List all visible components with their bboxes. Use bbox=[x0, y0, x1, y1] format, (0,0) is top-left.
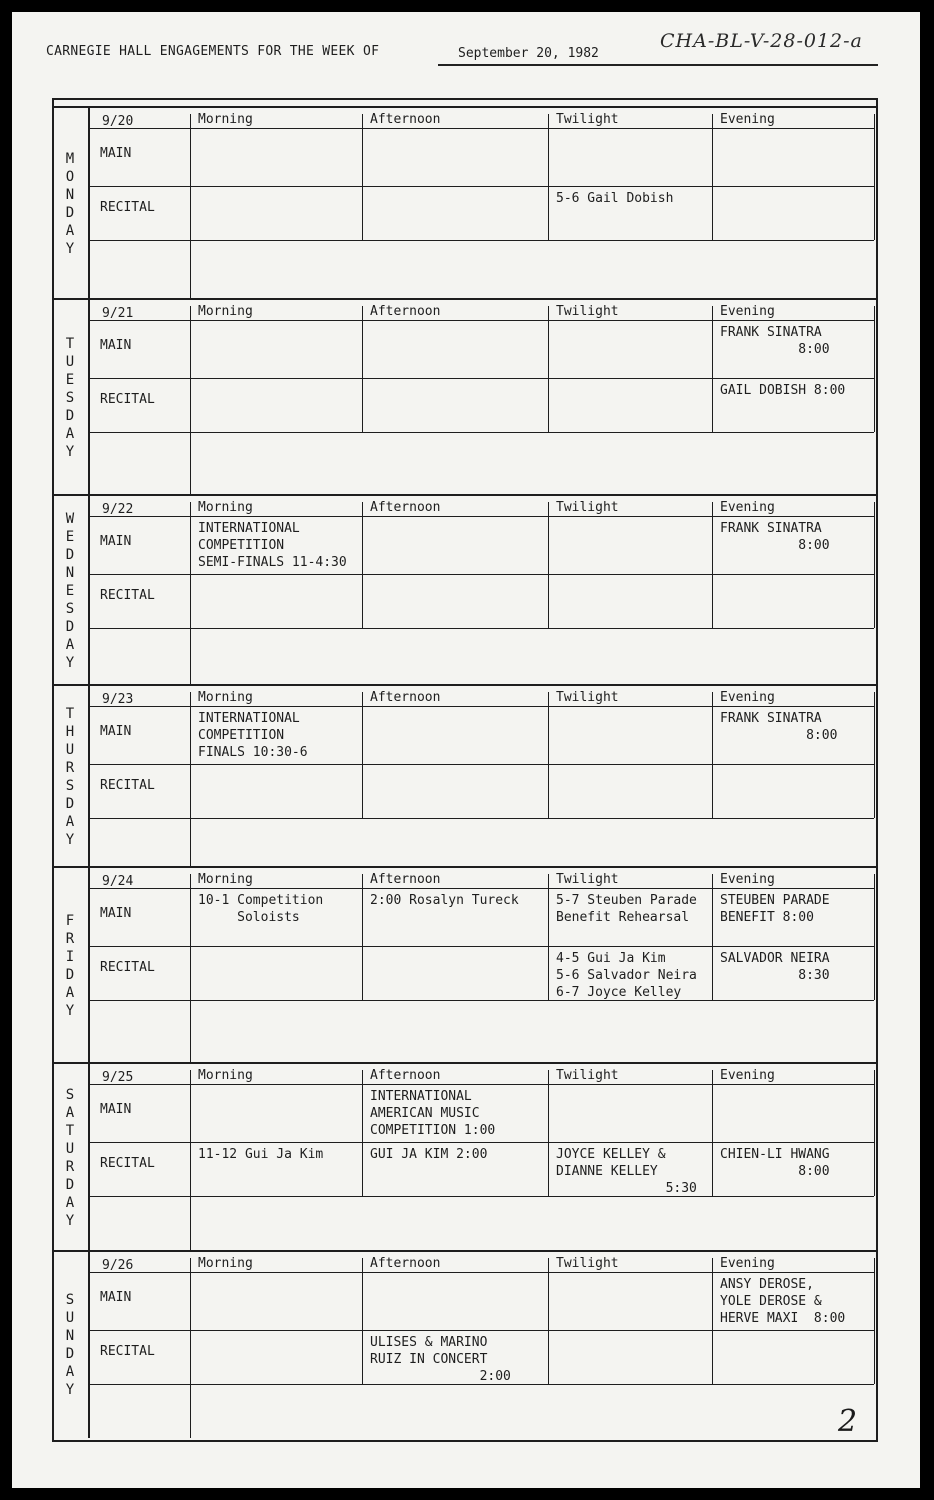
column-header-afternoon: Afternoon bbox=[370, 1068, 441, 1083]
day-name-letter: R bbox=[65, 931, 75, 947]
column-divider bbox=[548, 306, 549, 432]
day-date: 9/26 bbox=[102, 1258, 134, 1273]
header-row-rule bbox=[88, 706, 874, 707]
header-row-rule bbox=[88, 1084, 874, 1085]
recital-row-rule bbox=[88, 628, 874, 629]
day-block-thursday bbox=[52, 684, 878, 868]
cell-main-afternoon: 2:00 Rosalyn Tureck bbox=[370, 893, 519, 908]
day-name-letter: D bbox=[65, 1177, 75, 1193]
recital-row-rule bbox=[88, 1196, 874, 1197]
column-header-twilight: Twilight bbox=[556, 500, 619, 515]
recital-row-rule bbox=[88, 818, 874, 819]
column-header-morning: Morning bbox=[198, 872, 253, 887]
day-name-letter: A bbox=[65, 426, 75, 442]
row-label-recital: RECITAL bbox=[100, 1156, 155, 1171]
evening-right-edge bbox=[874, 1070, 875, 1196]
cell-recital-afternoon: ULISES & MARINO RUIZ IN CONCERT 2:00 bbox=[370, 1335, 511, 1384]
column-divider bbox=[712, 874, 713, 1000]
column-header-afternoon: Afternoon bbox=[370, 304, 441, 319]
day-name-letter: N bbox=[65, 565, 75, 581]
day-name-divider bbox=[88, 108, 90, 300]
column-divider bbox=[362, 502, 363, 628]
day-name-divider bbox=[88, 1252, 90, 1438]
cell-recital-evening: GAIL DOBISH 8:00 bbox=[720, 383, 846, 398]
column-divider bbox=[362, 692, 363, 818]
day-name-letter: Y bbox=[65, 444, 75, 460]
day-name-letter: D bbox=[65, 205, 75, 221]
day-name-letter: S bbox=[65, 1292, 75, 1308]
day-name-letter: M bbox=[65, 151, 75, 167]
column-header-evening: Evening bbox=[720, 1068, 775, 1083]
day-name-letter: Y bbox=[65, 832, 75, 848]
row-label-recital: RECITAL bbox=[100, 960, 155, 975]
column-header-evening: Evening bbox=[720, 690, 775, 705]
column-divider bbox=[190, 1070, 191, 1252]
cell-main-afternoon: INTERNATIONAL AMERICAN MUSIC COMPETITION 1:00 bbox=[370, 1089, 496, 1138]
column-divider bbox=[712, 1070, 713, 1196]
column-header-morning: Morning bbox=[198, 500, 253, 515]
day-name-letter: S bbox=[65, 390, 75, 406]
day-block-wednesday bbox=[52, 494, 878, 686]
column-divider bbox=[712, 692, 713, 818]
main-row-rule bbox=[88, 1142, 874, 1143]
evening-right-edge bbox=[874, 502, 875, 628]
day-name-letter: D bbox=[65, 796, 75, 812]
cell-recital-twilight: JOYCE KELLEY & DIANNE KELLEY 5:30 bbox=[556, 1147, 697, 1196]
header-row-rule bbox=[88, 888, 874, 889]
column-divider bbox=[190, 692, 191, 868]
day-block-monday bbox=[52, 106, 878, 300]
recital-row-rule bbox=[88, 432, 874, 433]
column-divider bbox=[548, 114, 549, 240]
column-header-afternoon: Afternoon bbox=[370, 112, 441, 127]
day-name-letter: I bbox=[65, 949, 75, 965]
header-row-rule bbox=[88, 516, 874, 517]
evening-right-edge bbox=[874, 874, 875, 1000]
column-divider bbox=[190, 306, 191, 496]
column-header-afternoon: Afternoon bbox=[370, 1256, 441, 1271]
row-label-main: MAIN bbox=[100, 1290, 132, 1305]
column-header-morning: Morning bbox=[198, 1068, 253, 1083]
day-name-divider bbox=[88, 300, 90, 496]
row-label-main: MAIN bbox=[100, 146, 132, 161]
cell-main-evening: FRANK SINATRA 8:00 bbox=[720, 711, 838, 743]
column-header-morning: Morning bbox=[198, 690, 253, 705]
recital-row-rule bbox=[88, 240, 874, 241]
column-header-evening: Evening bbox=[720, 872, 775, 887]
column-divider bbox=[362, 874, 363, 1000]
column-header-morning: Morning bbox=[198, 1256, 253, 1271]
cell-main-evening: FRANK SINATRA 8:00 bbox=[720, 325, 830, 357]
row-label-main: MAIN bbox=[100, 338, 132, 353]
day-name bbox=[52, 150, 88, 258]
cell-recital-afternoon: GUI JA KIM 2:00 bbox=[370, 1147, 488, 1162]
day-name-letter: A bbox=[65, 1364, 75, 1380]
day-name-letter: A bbox=[65, 223, 75, 239]
cell-main-morning: INTERNATIONAL COMPETITION SEMI-FINALS 11-4:30 bbox=[198, 521, 347, 570]
day-name-letter: Y bbox=[65, 1382, 75, 1398]
row-label-recital: RECITAL bbox=[100, 778, 155, 793]
day-name-letter: S bbox=[65, 1087, 75, 1103]
day-name-divider bbox=[88, 686, 90, 868]
main-row-rule bbox=[88, 946, 874, 947]
day-name-letter: S bbox=[65, 601, 75, 617]
column-divider bbox=[712, 502, 713, 628]
column-divider bbox=[548, 692, 549, 818]
day-name-letter: U bbox=[65, 354, 75, 370]
evening-right-edge bbox=[874, 1258, 875, 1384]
column-header-afternoon: Afternoon bbox=[370, 500, 441, 515]
day-name-letter: Y bbox=[65, 241, 75, 257]
column-divider bbox=[362, 306, 363, 432]
row-label-recital: RECITAL bbox=[100, 200, 155, 215]
column-header-morning: Morning bbox=[198, 112, 253, 127]
day-name bbox=[52, 335, 88, 461]
day-name-letter: U bbox=[65, 742, 75, 758]
cell-main-evening: ANSY DEROSE, YOLE DEROSE & HERVE MAXI 8:00 bbox=[720, 1277, 846, 1326]
day-name-letter: Y bbox=[65, 1003, 75, 1019]
row-label-main: MAIN bbox=[100, 534, 132, 549]
cell-recital-twilight: 5-6 Gail Dobish bbox=[556, 191, 674, 206]
evening-right-edge bbox=[874, 114, 875, 240]
day-date: 9/24 bbox=[102, 874, 134, 889]
column-divider bbox=[548, 502, 549, 628]
day-name-divider bbox=[88, 1064, 90, 1252]
evening-right-edge bbox=[874, 306, 875, 432]
column-header-twilight: Twilight bbox=[556, 690, 619, 705]
column-header-morning: Morning bbox=[198, 304, 253, 319]
day-name-letter: N bbox=[65, 1328, 75, 1344]
day-name-letter: H bbox=[65, 724, 75, 740]
day-name-letter: D bbox=[65, 408, 75, 424]
column-divider bbox=[190, 1258, 191, 1438]
day-block-sunday bbox=[52, 1250, 878, 1438]
row-label-main: MAIN bbox=[100, 906, 132, 921]
day-name-letter: D bbox=[65, 967, 75, 983]
cell-main-evening: STEUBEN PARADE BENEFIT 8:00 bbox=[720, 893, 830, 925]
row-label-recital: RECITAL bbox=[100, 1344, 155, 1359]
column-header-evening: Evening bbox=[720, 500, 775, 515]
handwritten-archive-id: CHA-BL-V-28-012-a bbox=[660, 30, 863, 52]
column-header-evening: Evening bbox=[720, 304, 775, 319]
row-label-main: MAIN bbox=[100, 724, 132, 739]
row-label-main: MAIN bbox=[100, 1102, 132, 1117]
day-name-letter: F bbox=[65, 913, 75, 929]
column-header-twilight: Twilight bbox=[556, 304, 619, 319]
day-name-letter: U bbox=[65, 1310, 75, 1326]
row-label-recital: RECITAL bbox=[100, 588, 155, 603]
column-header-twilight: Twilight bbox=[556, 872, 619, 887]
recital-row-rule bbox=[88, 1000, 874, 1001]
row-label-recital: RECITAL bbox=[100, 392, 155, 407]
day-name-letter: A bbox=[65, 814, 75, 830]
column-divider bbox=[190, 114, 191, 300]
day-name-letter: E bbox=[65, 529, 75, 545]
day-name-letter: Y bbox=[65, 1213, 75, 1229]
column-divider bbox=[362, 1070, 363, 1196]
column-divider bbox=[362, 114, 363, 240]
day-name-divider bbox=[88, 868, 90, 1064]
main-row-rule bbox=[88, 574, 874, 575]
main-row-rule bbox=[88, 378, 874, 379]
day-block-saturday bbox=[52, 1062, 878, 1252]
column-header-twilight: Twilight bbox=[556, 1256, 619, 1271]
page-number: 2 bbox=[838, 1404, 858, 1439]
day-name-letter: S bbox=[65, 778, 75, 794]
day-name-letter: T bbox=[65, 336, 75, 352]
column-divider bbox=[362, 1258, 363, 1384]
column-divider bbox=[548, 1070, 549, 1196]
day-name-letter: W bbox=[65, 511, 75, 527]
day-name-letter: D bbox=[65, 1346, 75, 1362]
day-name bbox=[52, 912, 88, 1020]
day-name-letter: O bbox=[65, 169, 75, 185]
day-date: 9/20 bbox=[102, 114, 134, 129]
cell-main-twilight: 5-7 Steuben Parade Benefit Rehearsal bbox=[556, 893, 697, 925]
day-date: 9/25 bbox=[102, 1070, 134, 1085]
day-date: 9/23 bbox=[102, 692, 134, 707]
day-name-letter: E bbox=[65, 372, 75, 388]
day-name bbox=[52, 510, 88, 672]
cell-recital-evening: CHIEN-LI HWANG 8:00 bbox=[720, 1147, 830, 1179]
day-date: 9/22 bbox=[102, 502, 134, 517]
cell-recital-evening: SALVADOR NEIRA 8:30 bbox=[720, 951, 830, 983]
day-name-letter: A bbox=[65, 1195, 75, 1211]
cell-main-morning: INTERNATIONAL COMPETITION FINALS 10:30-6 bbox=[198, 711, 308, 760]
day-name-letter: A bbox=[65, 985, 75, 1001]
main-row-rule bbox=[88, 186, 874, 187]
day-name-letter: R bbox=[65, 1159, 75, 1175]
cell-main-evening: FRANK SINATRA 8:00 bbox=[720, 521, 830, 553]
day-name-letter: D bbox=[65, 547, 75, 563]
evening-right-edge bbox=[874, 692, 875, 818]
header-row-rule bbox=[88, 128, 874, 129]
document-title: CARNEGIE HALL ENGAGEMENTS FOR THE WEEK OF bbox=[46, 44, 380, 59]
week-date: September 20, 1982 bbox=[458, 46, 599, 61]
main-row-rule bbox=[88, 1330, 874, 1331]
column-header-twilight: Twilight bbox=[556, 112, 619, 127]
column-header-afternoon: Afternoon bbox=[370, 690, 441, 705]
column-header-evening: Evening bbox=[720, 1256, 775, 1271]
date-underline bbox=[438, 64, 878, 66]
day-name-letter: Y bbox=[65, 655, 75, 671]
day-name-letter: T bbox=[65, 1123, 75, 1139]
cell-recital-morning: 11-12 Gui Ja Kim bbox=[198, 1147, 324, 1162]
day-name bbox=[52, 1291, 88, 1399]
day-block-friday bbox=[52, 866, 878, 1064]
day-name-letter: D bbox=[65, 619, 75, 635]
day-name-letter: E bbox=[65, 583, 75, 599]
column-divider bbox=[712, 114, 713, 240]
column-divider bbox=[712, 1258, 713, 1384]
column-divider bbox=[190, 502, 191, 686]
column-divider bbox=[548, 1258, 549, 1384]
day-name bbox=[52, 1086, 88, 1230]
cell-recital-twilight: 4-5 Gui Ja Kim 5-6 Salvador Neira 6-7 Joyce Kelley bbox=[556, 951, 697, 1000]
header-row-rule bbox=[88, 1272, 874, 1273]
header-row-rule bbox=[88, 320, 874, 321]
day-date: 9/21 bbox=[102, 306, 134, 321]
day-name-letter: A bbox=[65, 1105, 75, 1121]
column-header-twilight: Twilight bbox=[556, 1068, 619, 1083]
column-header-evening: Evening bbox=[720, 112, 775, 127]
column-header-afternoon: Afternoon bbox=[370, 872, 441, 887]
day-name-letter: T bbox=[65, 706, 75, 722]
day-block-tuesday bbox=[52, 298, 878, 496]
day-name-letter: U bbox=[65, 1141, 75, 1157]
day-name bbox=[52, 705, 88, 849]
day-name-letter: R bbox=[65, 760, 75, 776]
day-name-letter: N bbox=[65, 187, 75, 203]
column-divider bbox=[548, 874, 549, 1000]
main-row-rule bbox=[88, 764, 874, 765]
cell-main-morning: 10-1 Competition Soloists bbox=[198, 893, 324, 925]
column-divider bbox=[190, 874, 191, 1064]
day-name-divider bbox=[88, 496, 90, 686]
column-divider bbox=[712, 306, 713, 432]
day-name-letter: A bbox=[65, 637, 75, 653]
